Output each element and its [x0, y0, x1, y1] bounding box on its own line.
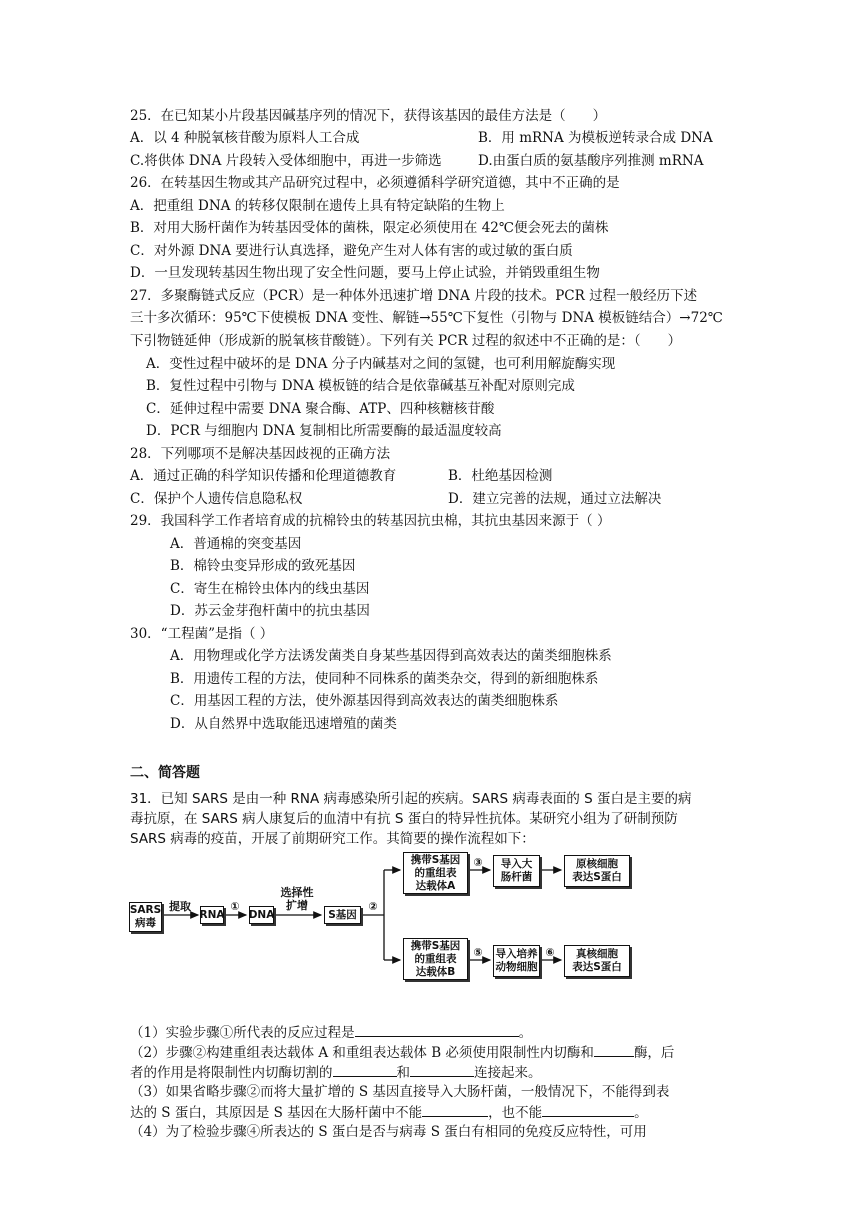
box-vector-b: 携带S基因 的重组表 达载体B	[403, 938, 468, 980]
q29-option-b: B．棉铃虫变异形成的致死基因	[170, 558, 356, 574]
label-step1: ①	[230, 900, 240, 913]
q29-stem: 29．我国科学工作者培育成的抗棉铃虫的转基因抗虫棉，其抗虫基因来源于（ ）	[130, 513, 611, 529]
box-s-gene: S基因	[324, 906, 361, 924]
q28-stem: 28．下列哪项不是解决基因歧视的正确方法	[130, 446, 391, 462]
sub2-and: 和	[396, 1065, 410, 1081]
q29-option-a: A．普通棉的突变基因	[170, 536, 302, 552]
box-eukaryotic-expression: 真核细胞 表达S蛋白	[564, 945, 630, 977]
box-prokaryotic-expression: 原核细胞 表达S蛋白	[564, 855, 630, 887]
q31-paragraph-line1: 31．已知 SARS 是由一种 RNA 病毒感染所引起的疾病。SARS 病毒表面的 S 蛋白是主要的病	[130, 791, 692, 807]
label-step2: ②	[368, 900, 378, 913]
q25-option-a: A．以 4 种脱氧核苷酸为原料人工合成	[130, 130, 360, 146]
q27-option-c: C．延伸过程中需要 DNA 聚合酶、ATP、四种核糖核苷酸	[146, 401, 495, 417]
q25-option-b: B．用 mRNA 为模板逆转录合成 DNA	[478, 130, 713, 146]
sub2-blank-2[interactable]	[410, 1062, 474, 1077]
box-into-ecoli: 导入大 肠杆菌	[493, 855, 540, 887]
label-step3: ③	[473, 856, 483, 869]
q27-option-a: A．变性过程中破坏的是 DNA 分子内碱基对之间的氢键，也可利用解旋酶实现	[146, 356, 616, 372]
q31-sub4: （4）为了检验步骤④所表达的 S 蛋白是否与病毒 S 蛋白有相同的免疫反应特性，可用	[130, 1124, 647, 1140]
q30-option-c: C．用基因工程的方法，使外源基因得到高效表达的菌类细胞株系	[170, 693, 559, 709]
sub1-text: （1）实验步骤①所代表的反应过程是	[130, 1025, 355, 1041]
q31-sub1	[130, 1022, 532, 1043]
q26-stem: 26．在转基因生物或其产品研究过程中，必须遵循科学研究道德，其中不正确的是	[130, 175, 620, 191]
q27-option-b: B．复性过程中引物与 DNA 模板链的结合是依靠碱基互补配对原则完成	[146, 378, 575, 394]
sub3-blank-1[interactable]	[422, 1102, 488, 1117]
q26-option-a: A．把重组 DNA 的转移仅限制在遗传上具有特定缺陷的生物上	[130, 198, 505, 214]
sub2-end: 连接起来。	[474, 1065, 542, 1081]
q28-option-d: D．建立完善的法规，通过立法解决	[448, 491, 662, 507]
q26-option-c: C．对外源 DNA 要进行认真选择，避免产生对人体有害的或过敏的蛋白质	[130, 243, 573, 259]
q31-sub2-line2	[130, 1062, 542, 1083]
label-step6: ⑥	[545, 946, 555, 959]
label-selective-amplify: 选择性 扩增	[280, 886, 314, 912]
q25-option-c: C.将供体 DNA 片段转入受体细胞中，再进一步筛选	[130, 153, 442, 169]
q30-option-b: B．用遗传工程的方法，使同种不同株系的菌类杂交，得到的新细胞株系	[170, 671, 599, 687]
box-sars-virus: SARS 病毒	[129, 902, 162, 932]
q28-option-c: C．保护个人遗传信息隐私权	[130, 491, 303, 507]
q30-stem: 30．“工程菌”是指（ ）	[130, 626, 274, 642]
q25-stem: 25．在已知某小片段基因碱基序列的情况下，获得该基因的最佳方法是（ ）	[130, 108, 607, 124]
sub3-text: 达的 S 蛋白，其原因是 S 基因在大肠杆菌中不能	[130, 1105, 423, 1121]
sars-vaccine-flow-diagram	[128, 853, 648, 980]
q26-option-d: D．一旦发现转基因生物出现了安全性问题，要马上停止试验，并销毁重组生物	[130, 265, 600, 281]
sub3-blank-2[interactable]	[542, 1102, 634, 1117]
q29-option-c: C．寄生在棉铃虫体内的线虫基因	[170, 581, 370, 597]
box-vector-a: 携带S基因 的重组表 达载体A	[403, 852, 468, 894]
box-rna: RNA	[200, 906, 224, 924]
q26-option-b: B．对用大肠杆菌作为转基因受体的菌株，限定必须使用在 42℃便会死去的菌株	[130, 220, 609, 236]
q31-sub2-line1	[130, 1042, 674, 1063]
q27-option-d: D．PCR 与细胞内 DNA 复制相比所需要酶的最适温度较高	[146, 423, 502, 439]
q27-stem-line3: 下引物链延伸（形成新的脱氧核苷酸链）。下列有关 PCR 过程的叙述中不正确的是：（ ）	[130, 333, 682, 349]
q31-paragraph-line3: SARS 病毒的疫苗，开展了前期研究工作。其简要的操作流程如下：	[130, 831, 535, 847]
q31-paragraph-line2: 毒抗原，在 SARS 病人康复后的血清中有抗 S 蛋白的特异性抗体。某研究小组为了研制预防	[130, 811, 678, 827]
sub1-end: 。	[518, 1025, 533, 1041]
q29-option-d: D．苏云金芽孢杆菌中的抗虫基因	[170, 603, 370, 619]
label-extract: 提取	[169, 900, 191, 913]
sub2-blank-1[interactable]	[333, 1062, 397, 1077]
q28-option-a: A．通过正确的科学知识传播和伦理道德教育	[130, 468, 397, 484]
sub3-text-cont: ，也不能	[488, 1105, 543, 1121]
q25-option-d: D.由蛋白质的氨基酸序列推测 mRNA	[478, 153, 704, 169]
sub2-text: （2）步骤②构建重组表达载体 A 和重组表达载体 B 必须使用限制性内切酶和	[130, 1045, 594, 1061]
q31-sub3-line1: （3）如果省略步骤②而将大量扩增的 S 基因直接导入大肠杆菌，一般情况下，不能得到表	[130, 1084, 670, 1100]
q28-option-b: B．杜绝基因检测	[448, 468, 553, 484]
sub2-line2-text: 者的作用是将限制性内切酶切割的	[130, 1065, 333, 1081]
sub1-answer-blank[interactable]	[355, 1022, 519, 1037]
label-step5: ⑤	[473, 946, 483, 959]
q30-option-a: A．用物理或化学方法诱发菌类自身某些基因得到高效表达的菌类细胞株系	[170, 648, 612, 664]
box-dna: DNA	[249, 906, 274, 924]
section-title: 二、简答题	[130, 765, 200, 781]
sub3-end: 。	[634, 1105, 648, 1121]
q27-stem-line2: 三十多次循环：95℃下使模板 DNA 变性、解链→55℃下复性（引物与 DNA 模板链结合）→72℃	[130, 310, 723, 326]
box-into-animal-cells: 导入培养 动物细胞	[493, 945, 540, 977]
sub2-enzyme-blank[interactable]	[594, 1042, 634, 1057]
q30-option-d: D．从自然界中选取能迅速增殖的菌类	[170, 716, 397, 732]
q31-sub3-line2	[130, 1102, 648, 1123]
q27-stem-line1: 27．多聚酶链式反应（PCR）是一种体外迅速扩增 DNA 片段的技术。PCR 过程一般经历下述	[130, 288, 698, 304]
sub2-text-cont: 酶，后	[633, 1045, 675, 1061]
